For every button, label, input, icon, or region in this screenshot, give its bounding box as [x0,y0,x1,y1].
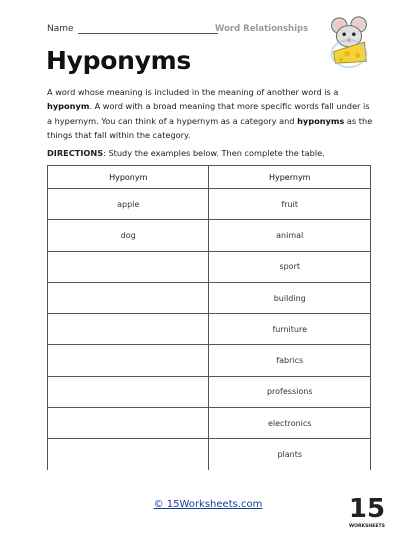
hyponym-cell[interactable] [48,314,209,345]
topic-label: Word Relationships [215,24,309,34]
intro-text-2: . A word with a broad meaning that more specific words fall under is a hypernym. You can think of a hypernym as a category and [47,101,370,126]
logo-number: 15 [349,494,385,524]
hypernym-cell: animal [209,220,371,251]
table-row [48,220,371,251]
hypernym-cell: fabrics [209,345,371,376]
intro-term-hyponym: hyponym [47,101,90,112]
hypernym-cell: sport [209,251,371,282]
hyponym-cell[interactable] [48,345,209,376]
table-row [48,314,371,345]
table-row [48,376,371,407]
name-row [47,24,218,34]
column-header-hypernym: Hypernym [209,166,371,189]
table-row [48,251,371,282]
intro-paragraph [47,85,375,142]
15worksheets-logo [349,489,385,531]
hyponym-cell[interactable] [48,408,209,439]
hyponym-cell[interactable] [48,439,209,470]
hyponym-cell[interactable] [48,376,209,407]
table-row [48,439,371,470]
mouse-cheese-illustration [320,13,378,71]
intro-term-hyponyms: hyponyms [297,115,345,126]
name-field[interactable] [78,24,218,34]
hyponym-cell[interactable]: apple [48,189,209,220]
intro-text-3: as the things that fall within the category. [47,115,373,140]
hyponym-cell[interactable] [48,282,209,313]
hyponym-cell[interactable]: dog [48,220,209,251]
hypernym-cell: professions [209,376,371,407]
hyponym-cell[interactable] [48,251,209,282]
table-row [48,189,371,220]
column-header-hyponym: Hyponym [48,166,209,189]
directions-text: : Study the examples below. Then complete the table. [103,148,325,158]
directions [47,148,377,158]
copyright-link[interactable]: © 15Worksheets.com [153,499,263,510]
table-row [48,345,371,376]
logo-wordmark: WORKSHEETS [349,524,385,529]
hypernym-cell: furniture [209,314,371,345]
hypernym-cell: building [209,282,371,313]
hypernym-cell: plants [209,439,371,470]
page-title: Hyponyms [46,46,191,75]
table-header-row [48,166,371,189]
table-row [48,408,371,439]
hyponym-table [47,165,371,470]
directions-label: DIRECTIONS [47,148,104,158]
hypernym-cell: electronics [209,408,371,439]
hypernym-cell: fruit [209,189,371,220]
intro-text-1: A word whose meaning is included in the meaning of another word is a [47,87,339,97]
name-label: Name [47,24,74,34]
table-row [48,282,371,313]
